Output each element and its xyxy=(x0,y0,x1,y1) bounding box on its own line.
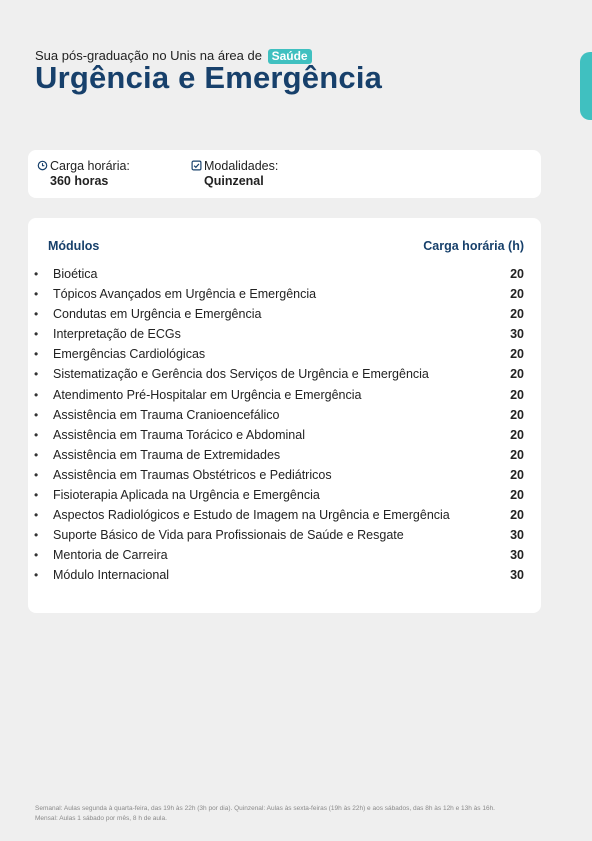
list-item xyxy=(28,344,541,364)
module-name: Suporte Básico de Vida para Profissionais de Saúde e Resgate xyxy=(53,528,404,543)
modality-label: Modalidades: xyxy=(204,159,279,173)
list-item xyxy=(28,485,541,505)
list-item xyxy=(28,264,541,284)
module-name: Sistematização e Gerência dos Serviços de Urgência e Emergência xyxy=(53,367,429,382)
hours-header: Carga horária (h) xyxy=(423,239,524,253)
list-item xyxy=(28,465,541,485)
list-item xyxy=(28,445,541,465)
module-hours: 20 xyxy=(510,267,524,281)
module-name: Aspectos Radiológicos e Estudo de Imagem na Urgência e Emergência xyxy=(53,508,450,523)
info-card xyxy=(28,150,541,198)
modules-list xyxy=(28,264,541,586)
list-item xyxy=(28,304,541,324)
workload-label: Carga horária: xyxy=(50,159,130,173)
bullet: • xyxy=(34,568,39,583)
bullet: • xyxy=(34,528,39,543)
module-name: Módulo Internacional xyxy=(53,568,170,583)
bullet: • xyxy=(34,447,39,462)
module-hours: 20 xyxy=(510,447,524,462)
list-item xyxy=(28,545,541,565)
bullet: • xyxy=(34,407,39,422)
area-badge: Saúde xyxy=(268,49,312,64)
checkbox-icon xyxy=(191,160,202,171)
modality-value: Quinzenal xyxy=(204,174,264,188)
page-title: Urgência e Emergência xyxy=(35,60,383,95)
modality-info xyxy=(191,159,278,189)
module-name: Assistência em Trauma Torácico e Abdominal xyxy=(53,427,305,442)
list-item xyxy=(28,385,541,405)
module-name: Condutas em Urgência e Emergência xyxy=(53,307,262,322)
bullet: • xyxy=(34,287,39,302)
bullet: • xyxy=(34,387,39,402)
bullet: • xyxy=(34,467,39,482)
workload-info xyxy=(37,159,130,189)
module-name: Bioética xyxy=(53,267,98,281)
module-name: Emergências Cardiológicas xyxy=(53,347,206,362)
module-hours: 20 xyxy=(510,347,524,362)
bullet: • xyxy=(34,327,39,342)
module-hours: 20 xyxy=(510,427,524,442)
module-hours: 20 xyxy=(510,488,524,503)
module-hours: 20 xyxy=(510,287,524,302)
list-item xyxy=(28,565,541,585)
module-name: Tópicos Avançados em Urgência e Emergência xyxy=(53,287,317,302)
list-item xyxy=(28,525,541,545)
bullet: • xyxy=(34,508,39,523)
bullet: • xyxy=(34,548,39,563)
module-hours: 30 xyxy=(510,548,524,563)
footnote-line-1: Semanal: Aulas segunda à quarta-feira, das 19h às 22h (3h por dia). Quinzenal: Aulas às sexta-feiras (19h às 22h) e aos sábados, das 8h às 12h e 13h às 16h. xyxy=(35,805,495,812)
bullet: • xyxy=(34,367,39,382)
list-item xyxy=(28,284,541,304)
clock-icon xyxy=(37,160,48,171)
module-hours: 20 xyxy=(510,367,524,382)
bullet: • xyxy=(34,427,39,442)
list-item xyxy=(28,505,541,525)
module-hours: 20 xyxy=(510,508,524,523)
module-name: Fisioterapia Aplicada na Urgência e Emergência xyxy=(53,488,320,503)
module-name: Interpretação de ECGs xyxy=(53,327,181,342)
module-hours: 20 xyxy=(510,307,524,322)
accent-tab xyxy=(580,52,592,120)
list-item xyxy=(28,364,541,384)
footnote-line-2: Mensal: Aulas 1 sábado por mês, 8 h de aula. xyxy=(35,814,167,822)
bullet: • xyxy=(34,267,39,281)
module-name: Assistência em Trauma de Extremidades xyxy=(53,447,281,462)
module-hours: 30 xyxy=(510,568,524,583)
bullet: • xyxy=(34,488,39,503)
modules-header: Módulos xyxy=(48,239,100,253)
bullet: • xyxy=(34,307,39,322)
list-item xyxy=(28,324,541,344)
module-name: Atendimento Pré-Hospitalar em Urgência e Emergência xyxy=(53,387,362,402)
footnote xyxy=(35,804,555,823)
module-hours: 20 xyxy=(510,387,524,402)
module-hours: 20 xyxy=(510,407,524,422)
module-hours: 30 xyxy=(510,327,524,342)
subtitle-text: Sua pós-graduação no Unis na área de xyxy=(35,48,262,63)
module-name: Assistência em Traumas Obstétricos e Pediátricos xyxy=(53,467,332,482)
list-item xyxy=(28,405,541,425)
modules-card xyxy=(28,218,541,613)
bullet: • xyxy=(34,347,39,362)
workload-value: 360 horas xyxy=(50,174,109,188)
module-name: Mentoria de Carreira xyxy=(53,548,168,563)
module-hours: 20 xyxy=(510,467,524,482)
module-name: Assistência em Trauma Cranioencefálico xyxy=(53,407,280,422)
list-item xyxy=(28,425,541,445)
module-hours: 30 xyxy=(510,528,524,543)
